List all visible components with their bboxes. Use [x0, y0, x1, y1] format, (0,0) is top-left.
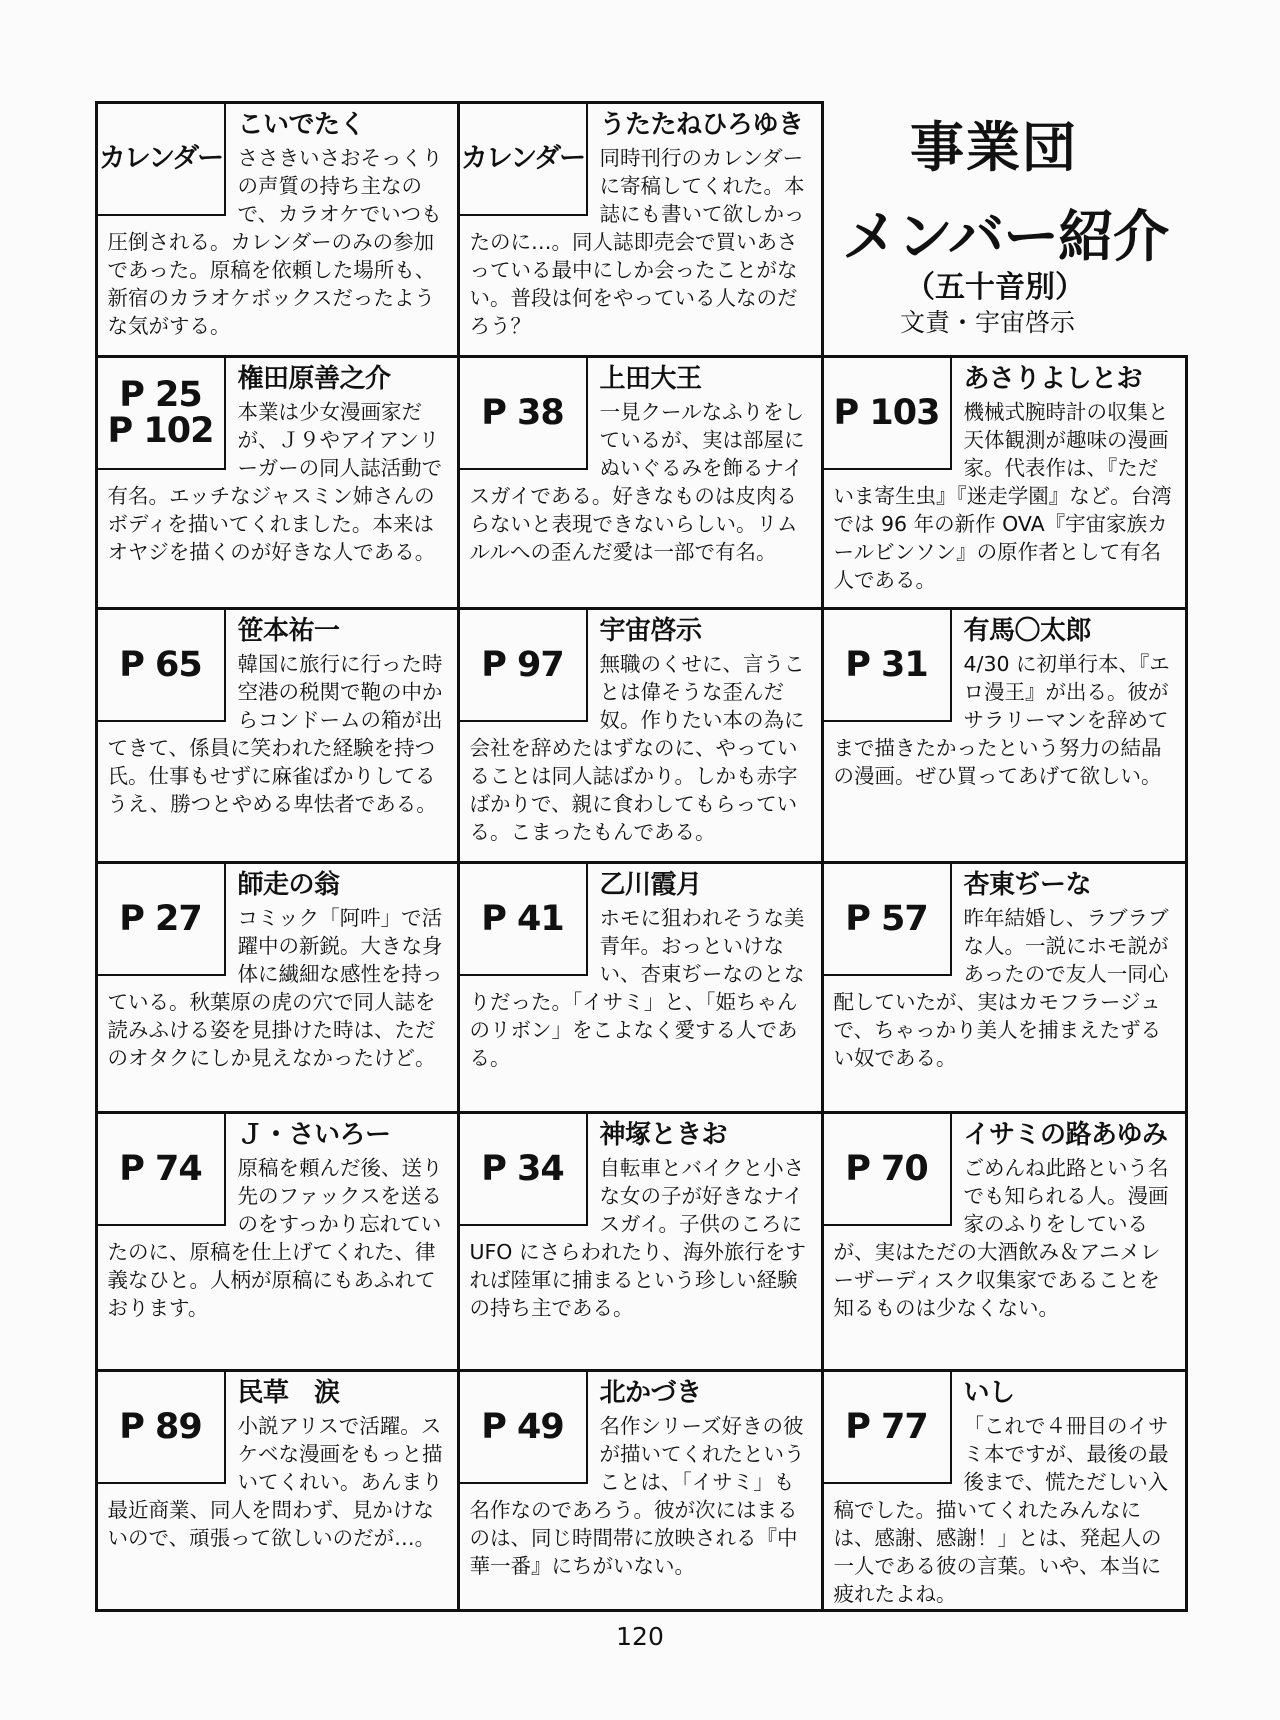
page-ref-tag: P 38 — [460, 358, 588, 470]
page-ref-tag: P 97 — [460, 610, 588, 722]
member-card — [821, 607, 1188, 864]
member-card — [821, 1111, 1188, 1372]
page-ref-tag: P 77 — [824, 1372, 952, 1484]
member-card — [821, 1369, 1188, 1612]
member-card — [95, 101, 460, 358]
member-name: 権田原善之介 — [237, 363, 391, 394]
member-card — [95, 1111, 460, 1372]
member-name: いし — [963, 1377, 1015, 1408]
member-name: 民草 涙 — [237, 1377, 340, 1408]
member-description: コミック「阿吽」で活躍中の新鋭。大きな身体に繊細な感性を持っている。秋葉原の虎の穴で同人誌を読みふける姿を見掛けた時は、ただのオタクにしか見えなかったけど。 — [107, 905, 443, 1070]
member-description: 名作シリーズ好きの彼が描いてくれたということは、「イサミ」も名作なのであろう。彼が次にはまるのは、同じ時間帯に放映される『中華一番』にちがいない。 — [469, 1413, 805, 1578]
member-description: 「これで４冊目のイサミ本ですが、最後の最後まで、慌ただしい入稿でした。描いてくれたみんなには、感謝、感謝！」とは、発起人の一人である彼の言葉。いや、本当に疲れたよね。 — [833, 1413, 1169, 1606]
member-card — [457, 607, 824, 864]
title-line-1: 事業団 — [910, 116, 1078, 179]
member-name: 神塚ときお — [599, 1119, 728, 1150]
member-description: 本業は少女漫画家だが、Ｊ９やアイアンリーガーの同人誌活動で有名。エッチなジャスミン姉さんのボディを描いてくれました。本来はオヤジを描くのが好きな人である。 — [107, 399, 443, 564]
page-ref-tag: P 57 — [824, 864, 952, 976]
page-ref-tag: P 89 — [98, 1372, 226, 1484]
member-name: 有馬〇太郎 — [963, 615, 1092, 646]
member-name: 杏東ぢーな — [963, 869, 1092, 900]
title-line-3: （五十音別） — [905, 270, 1085, 305]
member-card — [457, 1369, 824, 1612]
member-card — [95, 607, 460, 864]
member-name: 師走の翁 — [237, 869, 340, 900]
member-description: 昨年結婚し、ラブラブな人。一説にホモ説があったので友人一同心配していたが、実はカモフラージュで、ちゃっかり美人を捕まえたずるい奴である。 — [833, 905, 1169, 1070]
page-ref-tag: P 27 — [98, 864, 226, 976]
member-description: ごめんね此路という名でも知られる人。漫画家のふりをしているが、実はただの大酒飲み＆アニメレーザーディスク収集家であることを知るものは少なくない。 — [833, 1155, 1169, 1320]
member-card — [821, 355, 1188, 610]
page-ref-tag: P 34 — [460, 1114, 588, 1226]
member-card — [95, 355, 460, 610]
member-name: Ｊ・さいろー — [237, 1119, 391, 1150]
member-card — [457, 861, 824, 1114]
page-ref-tag: P 31 — [824, 610, 952, 722]
page-ref-tag: P 74 — [98, 1114, 226, 1226]
member-name: あさりよしとお — [963, 363, 1143, 394]
calendar-tag: カレンダー — [460, 104, 588, 216]
title-credit: 文責・宇宙啓示 — [900, 308, 1076, 337]
page-ref-tag: P 41 — [460, 864, 588, 976]
member-description: 小説アリスで活躍。スケベな漫画をもっと描いてくれい。あんまり最近商業、同人を問わず、見かけないので、頑張って欲しいのだが…。 — [107, 1413, 443, 1550]
member-card — [457, 1111, 824, 1372]
member-description: 韓国に旅行に行った時空港の税関で鞄の中からコンドームの箱が出てきて、係員に笑われた経験を持つ氏。仕事もせずに麻雀ばかりしてるうえ、勝つとやめる卑怯者である。 — [107, 651, 443, 816]
member-name: こいでたく — [237, 109, 366, 140]
member-description: 原稿を頼んだ後、送り先のファックスを送るのをすっかり忘れていたのに、原稿を仕上げてくれた、律義なひと。人柄が原稿にもあふれております。 — [107, 1155, 443, 1320]
member-description: 機械式腕時計の収集と天体観測が趣味の漫画家。代表作は、『ただいま寄生虫』『迷走学園』など。台湾では 96 年の新作 OVA『宇宙家族カールビンソン』の原作者として有名人である。 — [833, 399, 1172, 592]
page-ref-tag: P 49 — [460, 1372, 588, 1484]
calendar-tag: カレンダー — [98, 104, 226, 216]
member-name: イサミの路あゆみ — [963, 1119, 1168, 1150]
member-name: うたたねひろゆき — [599, 109, 804, 140]
member-description: 同時刊行のカレンダーに寄稿してくれた。本誌にも書いて欲しかったのに…。同人誌即売会で買いあさっている最中にしか会ったことがない。普段は何をやっている人なのだろう？ — [469, 145, 805, 338]
page-ref-tag: P 103 — [824, 358, 952, 470]
member-description: 無職のくせに、言うことは偉そうな歪んだ奴。作りたい本の為に会社を辞めたはずなのに、やっていることは同人誌ばかり。しかも赤字ばかりで、親に食わしてもらっている。こまったもんである。 — [469, 651, 805, 844]
page-ref-tag: P 70 — [824, 1114, 952, 1226]
member-card — [457, 101, 824, 358]
member-name: 宇宙啓示 — [599, 615, 702, 646]
page-number: 120 — [616, 1622, 664, 1651]
member-card — [821, 861, 1188, 1114]
member-card — [457, 355, 824, 610]
page-ref-tag: P 25 P 102 — [98, 358, 226, 470]
member-name: 上田大王 — [599, 363, 702, 394]
member-card — [95, 861, 460, 1114]
member-description: 自転車とバイクと小さな女の子が好きなナイスガイ。子供のころに UFO にさらわれたり、海外旅行をすれば陸軍に捕まるという珍しい経験の持ち主である。 — [469, 1155, 806, 1320]
member-name: 北かづき — [599, 1377, 702, 1408]
page-ref-tag: P 65 — [98, 610, 226, 722]
member-description: ホモに狙われそうな美青年。おっといけない、杏東ぢーなのとなりだった。「イサミ」と、「姫ちゃんのリボン」をこよなく愛する人である。 — [469, 905, 805, 1070]
member-name: 乙川霞月 — [599, 869, 702, 900]
member-description: ささきいさおそっくりの声質の持ち主なので、カラオケでいつも圧倒される。カレンダーのみの参加であった。原稿を依頼した場所も、新宿のカラオケボックスだったような気がする。 — [107, 145, 443, 338]
member-description: 一見クールなふりをしているが、実は部屋にぬいぐるみを飾るナイスガイである。好きなものは皮肉るらないと表現できないらしい。リムルルへの歪んだ愛は一部で有名。 — [469, 399, 805, 564]
member-card — [95, 1369, 460, 1612]
member-name: 笹本祐一 — [237, 615, 340, 646]
title-line-2: メンバー紹介 — [842, 205, 1169, 270]
member-description: 4/30 に初単行本、『エロ漫王』が出る。彼がサラリーマンを辞めてまで描きたかったという努力の結晶の漫画。ぜひ買ってあげて欲しい。 — [833, 651, 1170, 788]
